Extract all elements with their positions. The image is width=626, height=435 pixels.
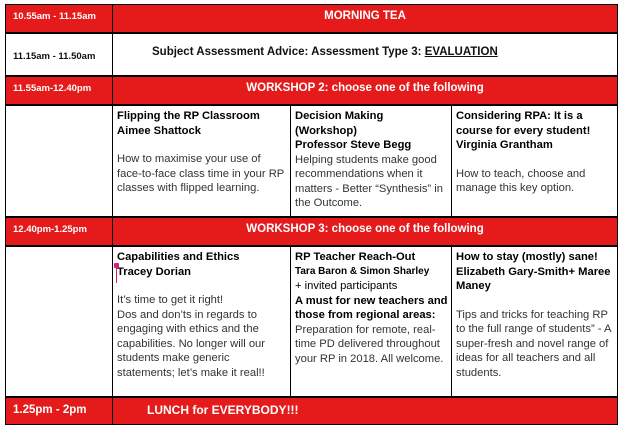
assessment-text: [113, 34, 617, 58]
lunch-time-cell: [5, 397, 113, 425]
lunch-label: LUNCH for EVERYBODY!!!: [147, 403, 299, 417]
workshop2-session-1: [112, 105, 291, 217]
session-title: How to stay (mostly) sane!: [456, 251, 598, 263]
session-presenter: Elizabeth Gary-Smith+ Maree Maney: [456, 265, 611, 292]
session-description: Tips and tricks for teaching RP to the full range of students” - A super-fresh and novel range of ideas for all teachers and all students.: [456, 308, 611, 379]
lunch-banner: [112, 397, 618, 425]
session-title: Flipping the RP Classroom: [117, 110, 260, 122]
assessment-time-cell: [5, 33, 113, 76]
session-title: Considering RPA: It is a course for every student!: [456, 110, 591, 137]
assessment-time: 11.15am - 11.50am: [13, 51, 96, 62]
session-title: Decision Making (Workshop): [295, 110, 384, 137]
workshop3-label: WORKSHOP 3: choose one of the following: [246, 223, 484, 235]
morning-tea-time-cell: [5, 4, 113, 33]
workshop2-time-cell: [5, 76, 113, 105]
workshop3-session-2: [290, 246, 452, 397]
session-title: RP Teacher Reach-Out: [295, 251, 416, 263]
workshop2-time: 11.55am-12.40pm: [13, 83, 92, 94]
workshop2-session-3: [451, 105, 618, 217]
morning-tea-label: MORNING TEA: [324, 10, 406, 22]
workshop2-label: WORKSHOP 2: choose one of the following: [246, 82, 484, 94]
evaluation-link[interactable]: EVALUATION: [424, 46, 498, 58]
morning-tea-banner: [112, 4, 618, 33]
session-presenter: Tracey Dorian: [117, 265, 191, 278]
workshop2-banner: [112, 76, 618, 105]
session-presenter: Aimee Shattock: [117, 124, 201, 137]
lunch-time: 1.25pm - 2pm: [13, 404, 87, 416]
assessment-cell: [112, 33, 618, 76]
workshop3-banner: [112, 217, 618, 246]
session-description: Dos and don’ts in regards to engaging with ethics and the capabilities. No longer will our students make generic statements; let’s make it real!!: [117, 308, 265, 379]
session-description: Preparation for remote, real-time PD delivered throughout your RP in 2018. All welcome.: [295, 323, 444, 365]
workshop3-time-blank: [5, 246, 113, 397]
workshop2-time-blank: [5, 105, 113, 217]
session-description: Helping students make good recommendations when it matters - Better “Synthesis” in the Outcome.: [295, 153, 443, 209]
session-description-intro: It’s time to get it right!: [117, 294, 224, 306]
morning-tea-time: 10.55am - 11.15am: [13, 11, 96, 22]
workshop3-time-cell: [5, 217, 113, 246]
workshop3-session-1: [112, 246, 291, 397]
session-description: How to maximise your use of face-to-face class time in your RP classes with flipped learning.: [117, 153, 285, 194]
session-presenter: Tara Baron & Simon Sharley: [295, 265, 430, 277]
workshop3-session-3: [451, 246, 618, 397]
session-presenter: Professor Steve Begg: [295, 139, 412, 151]
session-highlight: A must for new teachers and those from regional areas:: [295, 294, 448, 321]
session-extra: + invited participants: [295, 280, 398, 292]
session-title: Capabilities and Ethics: [117, 251, 240, 263]
session-description: How to teach, choose and manage this key option.: [456, 167, 586, 194]
workshop3-time: 12.40pm-1.25pm: [13, 224, 87, 235]
workshop2-session-2: [290, 105, 452, 217]
session-presenter: Virginia Grantham: [456, 139, 553, 151]
assessment-prefix: Subject Assessment Advice: Assessment Type 3:: [152, 46, 425, 58]
